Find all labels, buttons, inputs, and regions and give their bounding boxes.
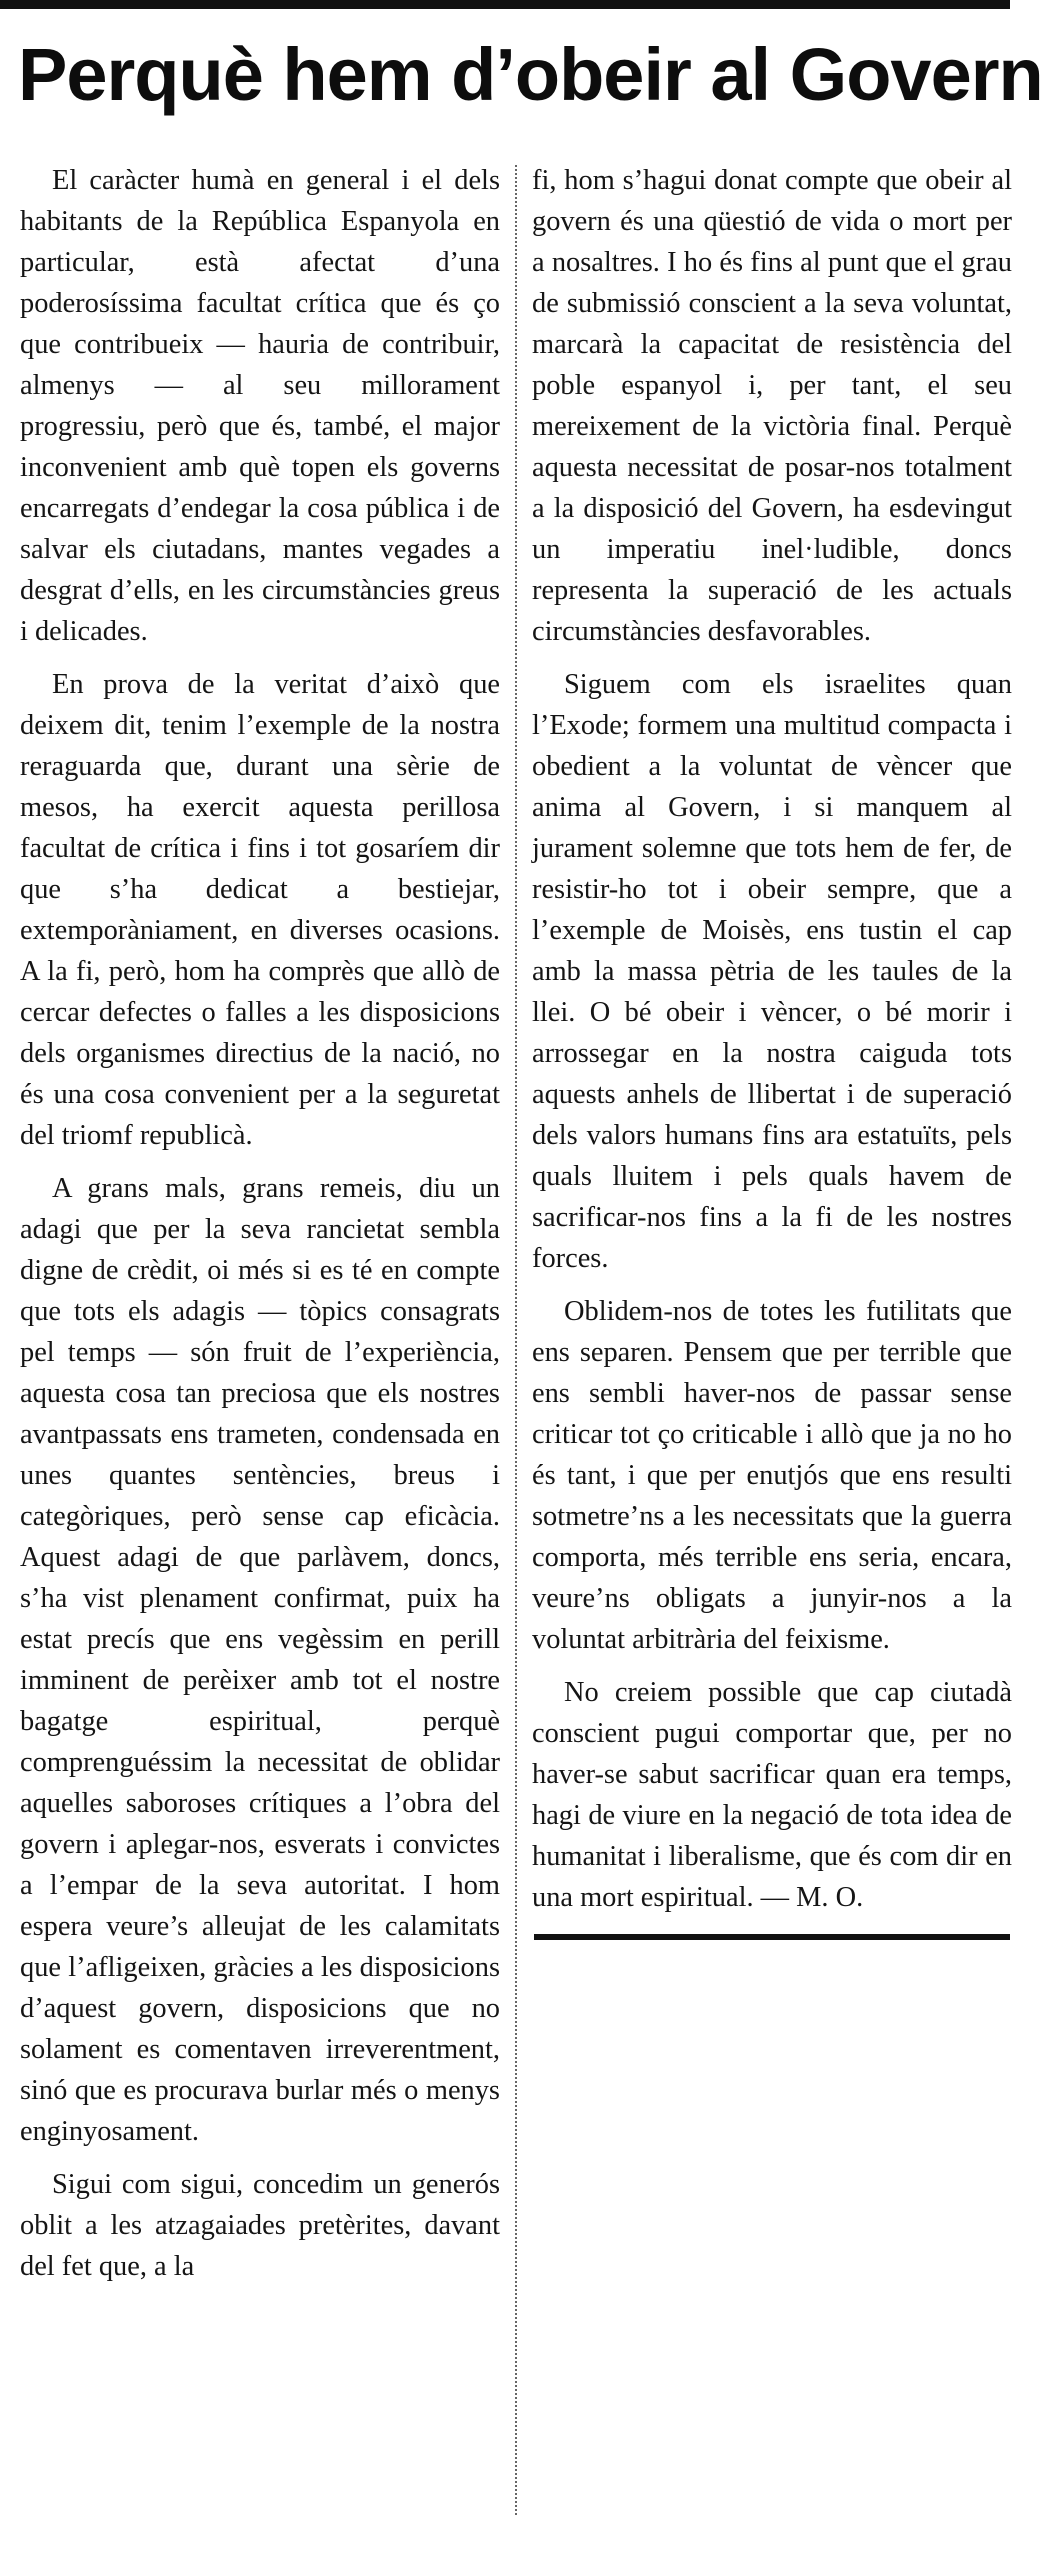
paragraph: Oblidem-nos de totes les futilitats que ens separen. Pensem que per terrible que ens sembli haver-nos de passar sense criticar tot ço criticable i allò que ja no ho és tant, i que per enutjós que ens resulti sotmetre’ns a les necessitats que la guerra comporta, més terrible ens seria, encara, veure’ns obligats a junyir-nos a la voluntat arbitrària del feixisme. xyxy=(532,1296,1012,1655)
end-rule xyxy=(534,1934,1010,1940)
paragraph: A grans mals, grans remeis, diu un adagi que per la seva rancietat sembla digne de crèdit, oi més si es té en compte que tots els adagis — tòpics consagrats pel temps — són fruit de l’experiència, aquesta cosa tan preciosa que els nostres avantpassats ens trameten, condensada en unes quantes sentències, breus i categòriques, però sense cap eficàcia. Aquest adagi de que parlàvem, doncs, s’ha vist plenament confirmat, puix ha estat precís que ens vegèssim en perill imminent de perèixer amb tot el nostre bagatge espiritual, perquè comprenguéssim la necessitat de oblidar aquelles saboroses crítiques a l’obra del govern i aplegar-nos, esverats i convictes a l’empar de la seva autoritat. I hom espera veure’s alleujat de les calamitats que l’afligeixen, gràcies a les disposicions d’aquest govern, disposicions que no solament es comentaven irreverentment, sinó que es procurava burlar més o menys enginyosament. xyxy=(20,1173,500,2147)
top-rule xyxy=(0,0,1010,9)
paragraph-continuation: fi, hom s’hagui donat compte que obeir al govern és una qüestió de vida o mort per a nosaltres. I ho és fins al punt que el grau de submissió conscient a la seva voluntat, marcarà la capacitat de resistència del poble espanyol i, per tant, el seu mereixement de la victòria final. Perquè aquesta necessitat de posar-nos totalment a la disposició del Govern, ha esdevingut un imperatiu inel·ludible, doncs representa la superació de les actuals circumstàncies desfavorables. xyxy=(532,165,1012,647)
paragraph: Sigui com sigui, concedim un generós oblit a les atzagaiades pretèrites, davant del fet que, a la xyxy=(20,2169,500,2282)
left-column xyxy=(20,160,500,2299)
paragraph: El caràcter humà en general i el dels habitants de la República Espanyola en particular, està afectat d’una poderosíssima facultat crítica que és ço que contribueix — hauria de contribuir, almenys — al seu millorament progressiu, però que és, també, el major inconvenient amb què topen els governs encarregats d’endegar la cosa pública i de salvar els ciutadans, mantes vegades a desgrat d’ells, en les circumstàncies greus i delicades. xyxy=(20,165,500,647)
column-divider xyxy=(515,165,517,2515)
paragraph: No creiem possible que cap ciutadà conscient pugui comportar que, per no haver-se sabut sacrificar quan era temps, hagi de viure en la negació de tota idea de humanitat i liberalisme, que és com dir en una mort espiritual. — M. O. xyxy=(532,1677,1012,1913)
paragraph: En prova de la veritat d’això que deixem dit, tenim l’exemple de la nostra reraguarda que, durant una sèrie de mesos, ha exercit aquesta perillosa facultat de crítica i fins i tot gosaríem dir que s’ha dedicat a bestiejar, extemporàniament, en diverses ocasions. A la fi, però, hom ha comprès que allò de cercar defectes o falles a les disposicions dels organismes directius de la nació, no és una cosa convenient per a la seguretat del triomf republicà. xyxy=(20,669,500,1151)
paragraph: Siguem com els israelites quan l’Exode; formem una multitud compacta i obedient a la voluntat de vèncer que anima al Govern, i si manquem al jurament solemne que tots hem de fer, de resistir-ho tot i obeir sempre, que a l’exemple de Moisès, ens tustin el cap amb la massa pètria de les taules de la llei. O bé obeir i vèncer, o bé morir i arrossegar en la nostra caiguda tots aquests anhels de llibertat i de superació dels valors humans fins ara estatuïts, pels quals lluitem i pels quals havem de sacrificar-nos fins a la fi de les nostres forces. xyxy=(532,669,1012,1274)
right-column xyxy=(532,160,1012,1930)
article-title: Perquè hem d’obeir al Govern xyxy=(18,33,1043,116)
